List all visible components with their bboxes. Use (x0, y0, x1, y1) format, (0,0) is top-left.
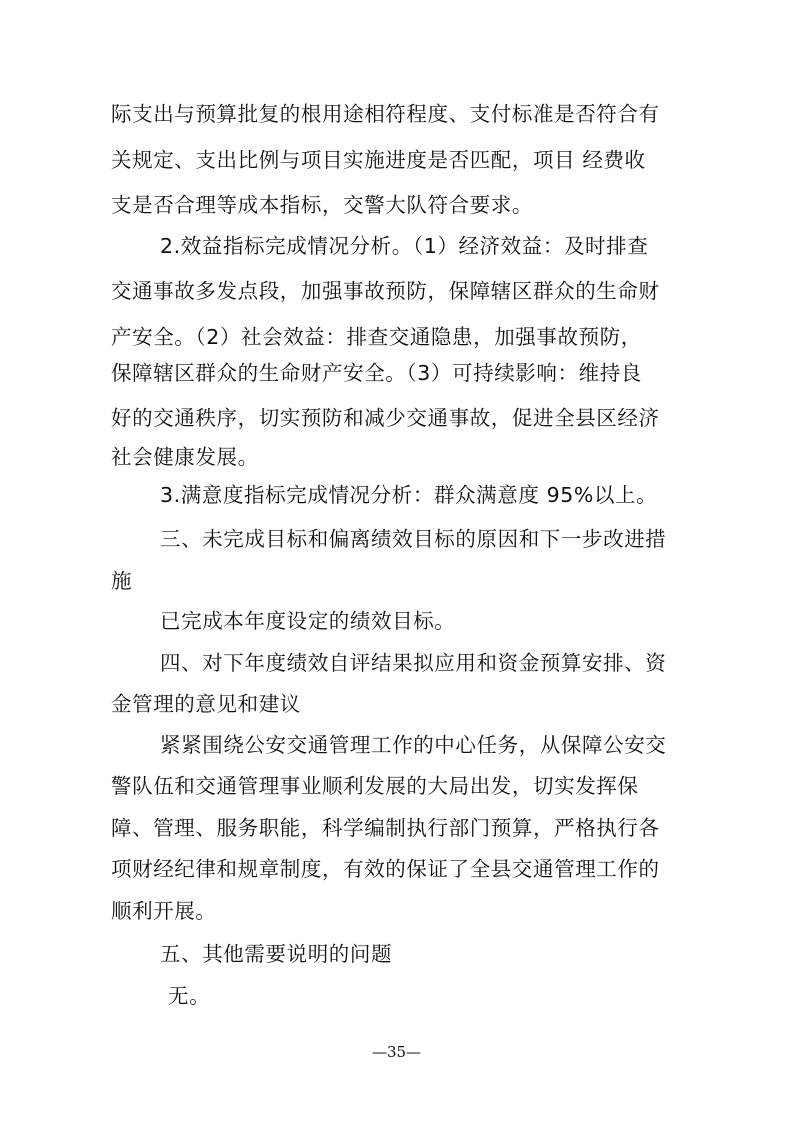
body-line: 好的交通秩序，切实预防和减少交通事故，促进全县区经济 (111, 406, 660, 430)
section-heading: 五、其他需要说明的问题 (160, 942, 393, 966)
body-line: 3.满意度指标完成情况分析：群众满意度 95%以上。 (160, 483, 658, 507)
section-heading: 金管理的意见和建议 (111, 692, 301, 716)
body-line: 警队伍和交通管理事业顺利发展的大局出发，切实发挥保 (111, 774, 639, 798)
section-heading: 四、对下年度绩效自评结果拟应用和资金预算安排、资 (160, 651, 667, 675)
section-heading: 施 (111, 569, 133, 593)
body-line: 社会健康发展。 (111, 445, 259, 469)
body-line: 关规定、支出比例与项目实施进度是否匹配，项目 经费收 (111, 148, 646, 172)
body-line: 已完成本年度设定的绩效目标。 (160, 609, 456, 633)
body-line: 保障辖区群众的生命财产安全。（3）可持续影响：维持良 (111, 361, 642, 385)
body-line: 际支出与预算批复的根用途相符程度、支付标准是否符合有 (111, 102, 660, 126)
page-number: —35— (371, 1043, 422, 1061)
body-line: 项财经纪律和规章制度，有效的保证了全县交通管理工作的 (111, 857, 660, 881)
body-line: 紧紧围绕公安交通管理工作的中心任务，从保障公安交 (160, 733, 667, 757)
body-line: 产安全。（2）社会效益：排查交通隐患，加强事故预防， (111, 325, 642, 349)
body-line: 支是否合理等成本指标，交警大队符合要求。 (111, 193, 533, 217)
body-line: 无。 (168, 984, 211, 1008)
body-line: 障、管理、服务职能，科学编制执行部门预算，严格执行各 (111, 816, 660, 840)
body-line: 2.效益指标完成情况分析。（1）经济效益：及时排查 (160, 234, 649, 258)
body-line: 顺利开展。 (111, 899, 217, 923)
section-heading: 三、未完成目标和偏离绩效目标的原因和下一步改进措 (160, 527, 667, 551)
body-line: 交通事故多发点段，加强事故预防，保障辖区群众的生命财 (111, 279, 660, 303)
